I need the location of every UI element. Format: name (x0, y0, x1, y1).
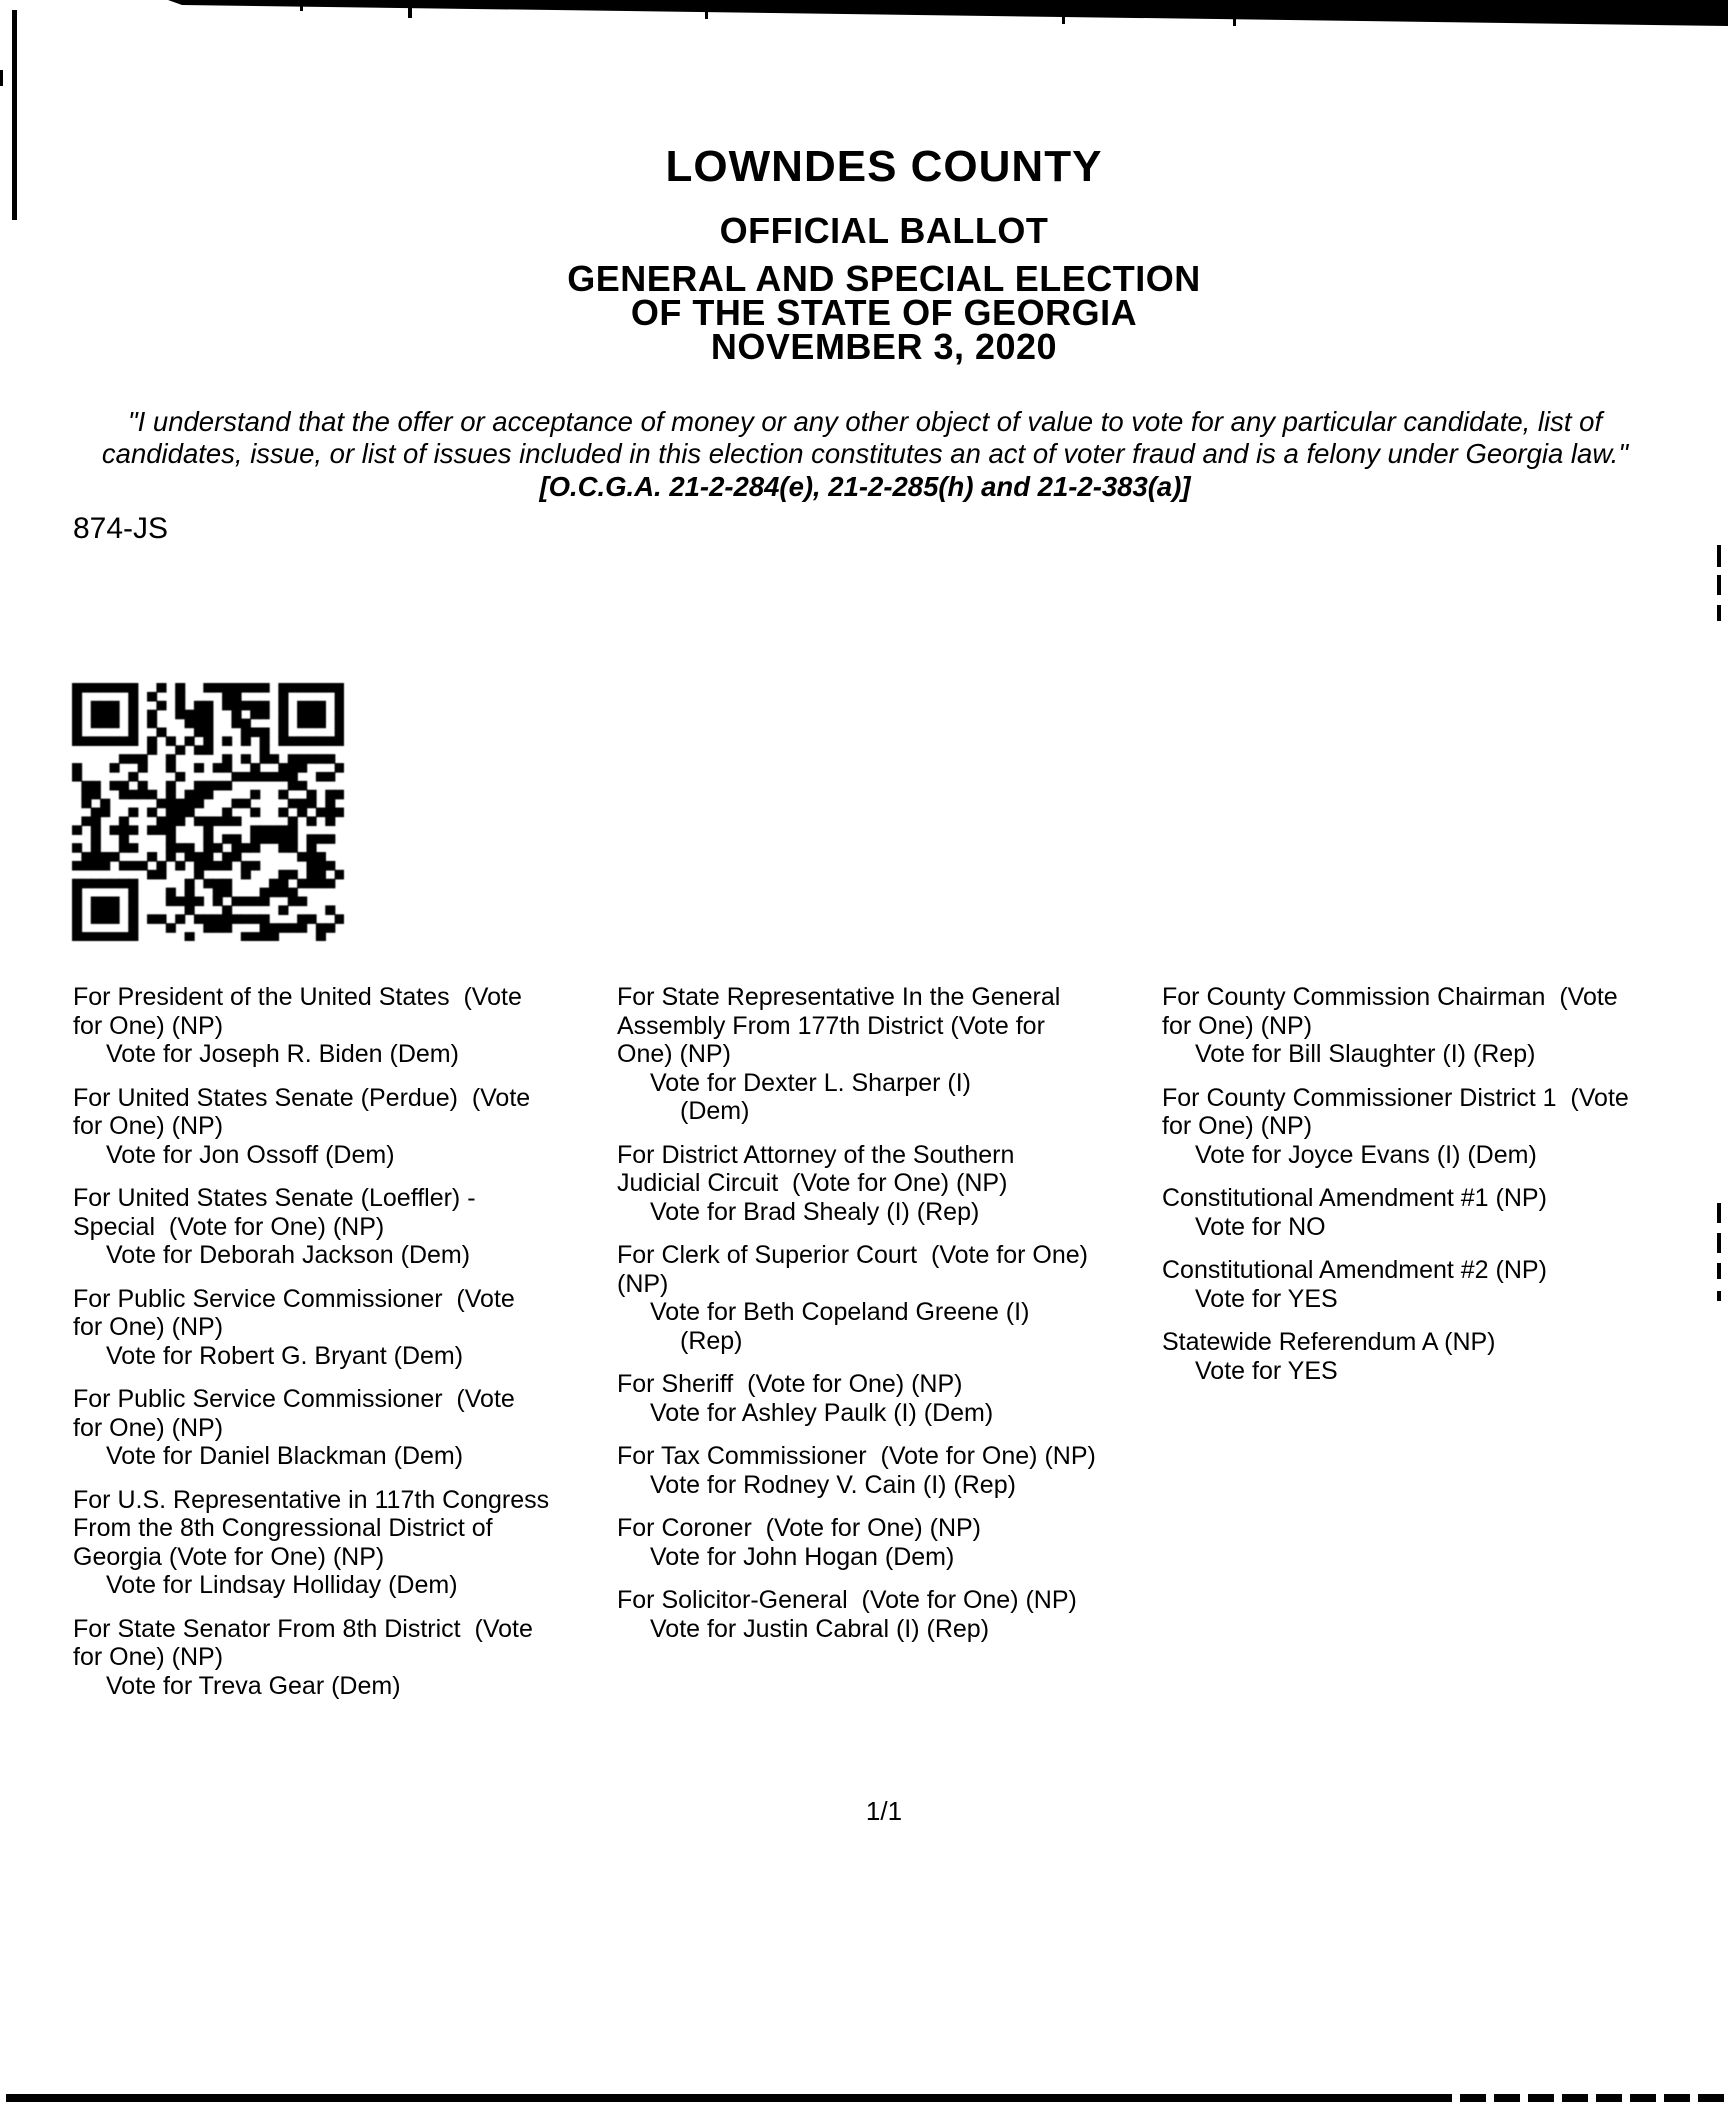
contest (617, 1514, 1143, 1571)
contest-vote-selection: Vote for John Hogan (Dem) (650, 1542, 955, 1571)
contest-office-line: For Sheriff (Vote for One) (NP) (617, 1370, 963, 1398)
contest-office-line: For Solicitor-General (Vote for One) (NP) (617, 1586, 1077, 1614)
ballot-column-1 (73, 983, 585, 1715)
contest-vote-selection: Vote for YES (1195, 1356, 1338, 1385)
contest (73, 1184, 585, 1270)
contest-vote-selection: Vote for Deborah Jackson (Dem) (106, 1241, 471, 1269)
contest-office-line: for One) (NP) (1162, 1011, 1313, 1040)
election-date: NOVEMBER 3, 2020 (710, 326, 1058, 367)
contest-office-line: Constitutional Amendment #2 (NP) (1162, 1256, 1547, 1284)
contest-office-line: Georgia (Vote for One) (NP) (73, 1542, 385, 1571)
contest-office-line: for One) (NP) (1162, 1112, 1313, 1140)
contest-vote-selection: Vote for YES (1195, 1284, 1338, 1313)
ballot-style-code: 874-JS (73, 512, 169, 545)
contest (73, 1285, 585, 1371)
ballot-column-3 (1162, 983, 1690, 1400)
scan-artifact-tick (300, 4, 303, 11)
contest-vote-selection: Vote for Jon Ossoff (Dem) (106, 1140, 395, 1169)
contest-vote-selection: Vote for Ashley Paulk (I) (Dem) (650, 1398, 994, 1427)
contest-office-line: for One) (NP) (73, 1643, 224, 1671)
contest-office-line: For County Commissioner District 1 (Vote (1162, 1083, 1629, 1112)
contest-office-line: For County Commission Chairman (Vote (1162, 983, 1618, 1011)
contest (73, 983, 585, 1069)
contest-office-line: One) (NP) (617, 1040, 731, 1068)
contest-office-line: for One) (NP) (73, 1413, 224, 1442)
contest (617, 983, 1143, 1126)
contest-vote-selection: Vote for Treva Gear (Dem) (106, 1671, 401, 1700)
contest (617, 1141, 1143, 1227)
contest-vote-selection: Vote for Lindsay Holliday (Dem) (106, 1571, 458, 1599)
contest-vote-selection: Vote for Robert G. Bryant (Dem) (106, 1341, 464, 1370)
contest-office-line: For District Attorney of the Southern (617, 1140, 1015, 1169)
contest-office-line: for One) (NP) (73, 1011, 224, 1040)
contest (1162, 1184, 1690, 1241)
contest-office-line: For United States Senate (Loeffler) - (73, 1184, 476, 1212)
contest-office-line: For Coroner (Vote for One) (NP) (617, 1514, 982, 1542)
qr-code-icon (72, 683, 344, 941)
contest-vote-selection: Vote for Brad Shealy (I) (Rep) (650, 1197, 980, 1226)
contest-office-line: Statewide Referendum A (NP) (1162, 1328, 1496, 1356)
contest (1162, 1328, 1690, 1385)
scan-artifact-right-edge (1717, 545, 1721, 567)
page-number: 1/1 (865, 1796, 903, 1826)
contest-vote-selection: Vote for Justin Cabral (I) (Rep) (650, 1614, 990, 1643)
contest-office-line: for One) (NP) (73, 1112, 224, 1140)
contest-office-line: From the 8th Congressional District of (73, 1514, 493, 1542)
contest-office-line: For State Senator From 8th District (Vote (73, 1614, 533, 1643)
contest-office-line: (NP) (617, 1269, 669, 1298)
disclaimer-quote: "I understand that the offer or acceptance of money or any other object of value to vote for any particular candidate, list of candidates, issue, or list of issues included in this election constitutes an act of voter fraud and is a felony under Georgia law." (101, 405, 1629, 469)
contest-vote-selection: Vote for Joyce Evans (I) (Dem) (1195, 1140, 1537, 1169)
contest (73, 1615, 585, 1701)
contest-office-line: For President of the United States (Vote (73, 983, 522, 1011)
contest-office-line: For Clerk of Superior Court (Vote for One) (617, 1241, 1089, 1269)
contest-vote-selection: (Rep) (680, 1326, 743, 1355)
contest-office-line: for One) (NP) (73, 1313, 224, 1341)
contest (617, 1370, 1143, 1427)
scan-artifact-tick (1233, 17, 1236, 26)
election-line-2: OF THE STATE OF GEORGIA (630, 292, 1138, 333)
contest-vote-selection: Vote for NO (1195, 1212, 1326, 1241)
contest-vote-selection: Vote for Dexter L. Sharper (I) (650, 1068, 971, 1097)
scan-artifact-tick (1062, 15, 1065, 24)
scan-artifact-right-edge (1717, 1263, 1721, 1279)
scan-artifact-right-edge (1717, 575, 1721, 595)
scan-artifact-tick (705, 11, 708, 19)
contest (73, 1385, 585, 1471)
scan-artifact-bottom-edge (6, 2094, 1426, 2102)
contest-office-line: Special (Vote for One) (NP) (73, 1212, 385, 1241)
contest-vote-selection: Vote for Bill Slaughter (I) (Rep) (1195, 1040, 1536, 1068)
contest (1162, 1256, 1690, 1313)
election-title (40, 258, 1728, 367)
scan-artifact-tick (408, 6, 412, 18)
scan-artifact-right-edge (1717, 1233, 1721, 1253)
voter-fraud-disclaimer (59, 406, 1671, 504)
contest-office-line: For Public Service Commissioner (Vote (73, 1284, 515, 1313)
contest-vote-selection: Vote for Joseph R. Biden (Dem) (106, 1040, 459, 1068)
disclaimer-citation: [O.C.G.A. 21-2-284(e), 21-2-285(h) and 21-2-383(a)] (539, 470, 1191, 502)
contest (617, 1586, 1143, 1643)
contest-vote-selection: Vote for Daniel Blackman (Dem) (106, 1442, 464, 1470)
contest-office-line: For Tax Commissioner (Vote for One) (NP) (617, 1442, 1096, 1470)
contest-office-line: Constitutional Amendment #1 (NP) (1162, 1184, 1547, 1212)
contest (73, 1084, 585, 1170)
contest (1162, 1084, 1690, 1170)
scan-artifact-bottom-edge (1426, 2094, 1728, 2102)
contest-vote-selection: (Dem) (680, 1097, 750, 1125)
ballot-column-2 (617, 983, 1143, 1658)
scan-artifact-left-edge (0, 70, 3, 86)
contest-office-line: For U.S. Representative in 117th Congress (73, 1485, 550, 1514)
contest-office-line: For United States Senate (Perdue) (Vote (73, 1083, 531, 1112)
election-line-1: GENERAL AND SPECIAL ELECTION (567, 258, 1201, 299)
scan-artifact-right-edge (1717, 1291, 1721, 1301)
scan-artifact-left-edge (12, 10, 17, 220)
contest (617, 1241, 1143, 1355)
scan-artifact-right-edge (1717, 1203, 1721, 1223)
scan-artifact-top-edge (0, 0, 1728, 30)
contest (617, 1442, 1143, 1499)
contest-office-line: Assembly From 177th District (Vote for (617, 1011, 1045, 1040)
contest (73, 1486, 585, 1600)
contest-vote-selection: Vote for Rodney V. Cain (I) (Rep) (650, 1470, 1016, 1499)
county-title: LOWNDES COUNTY (665, 142, 1103, 191)
contest-vote-selection: Vote for Beth Copeland Greene (I) (650, 1298, 1030, 1326)
contest-office-line: For Public Service Commissioner (Vote (73, 1385, 515, 1413)
contest-office-line: For State Representative In the General (617, 983, 1061, 1011)
scan-artifact-right-edge (1717, 605, 1721, 621)
contest (1162, 983, 1690, 1069)
contest-office-line: Judicial Circuit (Vote for One) (NP) (617, 1169, 1008, 1197)
ballot-type-title: OFFICIAL BALLOT (719, 210, 1049, 251)
